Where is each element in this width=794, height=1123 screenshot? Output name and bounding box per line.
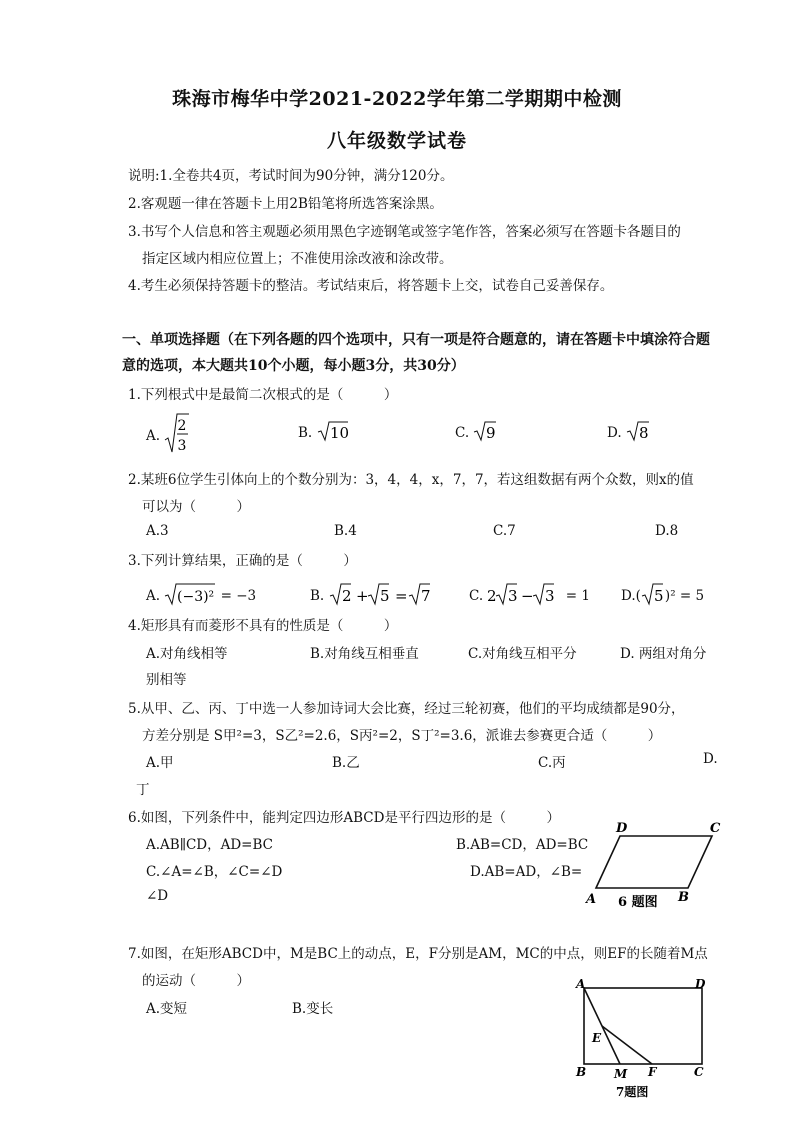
q5-option-d-label: D. (703, 751, 718, 767)
q3-d-radicand: 5 (653, 587, 664, 605)
q5-option-b: B.乙 (332, 755, 360, 771)
q6-option-b: B.AB=CD，AD=BC (456, 837, 589, 853)
q1-a-denominator: 3 (177, 438, 187, 454)
q1-b-radicand: 10 (329, 424, 349, 442)
q4-option-d-line-1: D. 两组对角分 (620, 646, 707, 662)
q3-c-radicand-2: 3 (545, 587, 555, 605)
q7-fig-label-e: E (592, 1031, 602, 1045)
q7-fig-caption: 7题图 (616, 1085, 649, 1099)
exam-title: 珠海市梅华中学2021-2022学年第二学期期中检测 (172, 88, 622, 110)
q7-fig-label-d: D (695, 977, 706, 991)
q2-stem-line-1: 2.某班6位学生引体向上的个数分别为：3，4，4，x，7，7，若这组数据有两个众数，则x的值 (128, 472, 694, 488)
q1-a-radical (164, 412, 190, 456)
q6-fig-label-b: B (678, 890, 689, 905)
q1-a-numerator: 2 (177, 418, 187, 434)
q4-option-c: C.对角线互相平分 (468, 646, 577, 662)
q6-option-c: C.∠A=∠B，∠C=∠D (146, 864, 283, 880)
q3-stem: 3.下列计算结果，正确的是（ ） (128, 553, 357, 569)
q4-stem: 4.矩形具有而菱形不具有的性质是（ ） (128, 618, 398, 634)
q2-option-c: C.7 (493, 523, 516, 539)
q1-b-label: B. (298, 425, 313, 441)
q3-c-coef: 2 (487, 587, 497, 605)
q2-option-b: B.4 (334, 523, 357, 539)
note-2: 2.客观题一律在答题卡上用2B铅笔将所选答案涂黑。 (128, 196, 443, 212)
q3-d-label: D. (621, 588, 636, 604)
q4-option-a: A.对角线相等 (146, 646, 228, 662)
q6-option-d-line-1: D.AB=AD，∠B= (470, 864, 583, 880)
q7-rectangle-figure (570, 974, 718, 1102)
q3-d-rhs: )² = 5 (664, 588, 705, 604)
q7-option-b: B.变长 (292, 1001, 334, 1017)
q3-c-label: C. (469, 588, 484, 604)
section-heading-line-2: 意的选项，本大题共10个小题，每小题3分，共30分） (122, 358, 465, 374)
q7-stem-line-2: 的运动（ ） (142, 973, 250, 989)
note-1: 说明:1.全卷共4页，考试时间为90分钟，满分120分。 (128, 168, 454, 184)
note-3-cont: 指定区域内相应位置上；不准使用涂改液和涂改带。 (142, 251, 453, 267)
q3-a-rhs: = −3 (216, 588, 257, 604)
q3-a-radical (164, 582, 216, 606)
q1-d-radical (626, 420, 650, 442)
exam-subtitle: 八年级数学试卷 (326, 130, 467, 152)
note-3: 3.书写个人信息和答主观题必须用黑色字迹钢笔或签字笔作答，答案必须写在答题卡各题目的 (128, 224, 681, 240)
q3-b-radicand-1: 2 (341, 587, 352, 605)
note-4: 4.考生必须保持答题卡的整洁。考试结束后，将答题卡上交，试卷自己妥善保存。 (128, 278, 614, 294)
q5-option-d-text: 丁 (136, 782, 150, 798)
q4-option-b: B.对角线互相垂直 (310, 646, 419, 662)
q5-option-c: C.丙 (538, 755, 566, 771)
q7-fig-label-b: B (576, 1065, 587, 1079)
q1-option-b (298, 420, 349, 442)
q3-option-c (469, 582, 590, 606)
q1-c-label: C. (455, 425, 470, 441)
q6-fig-label-d: D (616, 821, 628, 836)
q6-option-d-line-2: ∠D (146, 888, 169, 904)
q7-fig-label-a: A (576, 977, 586, 991)
q7-fig-label-f: F (648, 1065, 657, 1079)
q1-a-label: A. (146, 428, 161, 444)
q5-option-a: A.甲 (146, 755, 174, 771)
q3-b-label: B. (310, 588, 325, 604)
q3-d-radical (641, 582, 665, 606)
q3-a-radicand: (−3)² (177, 589, 215, 605)
q3-c-expression (487, 582, 561, 606)
q1-c-radicand: 9 (486, 424, 496, 442)
q5-stem-line-2: 方差分别是 S甲²=3，S乙²=2.6，S丙²=2，S丁²=3.6，派谁去参赛更合适（ ） (142, 728, 662, 744)
q2-option-a: A.3 (146, 523, 169, 539)
q5-stem-line-1: 5.从甲、乙、丙、丁中选一人参加诗词大会比赛，经过三轮初赛，他们的平均成绩都是90分， (128, 701, 685, 717)
q7-option-a: A.变短 (146, 1001, 188, 1017)
q7-stem-line-1: 7.如图，在矩形ABCD中，M是BC上的动点，E，F分别是AM，MC的中点，则EF的长随着M点 (128, 946, 708, 962)
q6-stem: 6.如图，下列条件中，能判定四边形ABCD是平行四边形的是（ ） (128, 810, 560, 826)
q1-c-radical (473, 420, 497, 442)
q3-c-rhs: = 1 (561, 588, 590, 604)
svg-text:=: = (394, 587, 408, 605)
q4-option-d-line-2: 别相等 (146, 672, 187, 688)
q1-stem: 1.下列根式中是最简二次根式的是（ ） (128, 387, 398, 403)
q1-option-d (607, 420, 650, 442)
q6-fig-label-c: C (710, 821, 721, 836)
q3-a-label: A. (146, 588, 161, 604)
q1-d-radicand: 8 (638, 424, 649, 442)
q2-stem-line-2: 可以为（ ） (142, 499, 250, 515)
svg-text:−: − (521, 587, 535, 605)
q3-b-expression (329, 582, 437, 606)
q1-option-c (455, 420, 497, 442)
q3-b-radicand-3: 7 (420, 587, 431, 605)
q1-b-radical (317, 420, 349, 442)
q2-option-d: D.8 (655, 523, 679, 539)
q3-c-radicand-1: 3 (508, 587, 518, 605)
svg-text:+: + (355, 587, 369, 605)
q3-option-a (146, 582, 256, 606)
q6-fig-caption: 6 题图 (618, 895, 658, 910)
q6-parallelogram-figure (578, 816, 728, 912)
q3-option-b (310, 582, 437, 606)
q7-fig-label-c: C (694, 1065, 704, 1079)
q7-fig-label-m: M (614, 1067, 628, 1081)
q6-option-a: A.AB∥CD，AD=BC (146, 837, 273, 853)
q1-d-label: D. (607, 425, 622, 441)
section-heading-line-1: 一、单项选择题（在下列各题的四个选项中，只有一项是符合题意的，请在答题卡中填涂符合题 (122, 332, 710, 348)
q3-b-radicand-2: 5 (379, 587, 390, 605)
q3-option-d: D.( 5 )² = 5 (621, 582, 704, 606)
q6-fig-label-a: A (586, 892, 597, 907)
